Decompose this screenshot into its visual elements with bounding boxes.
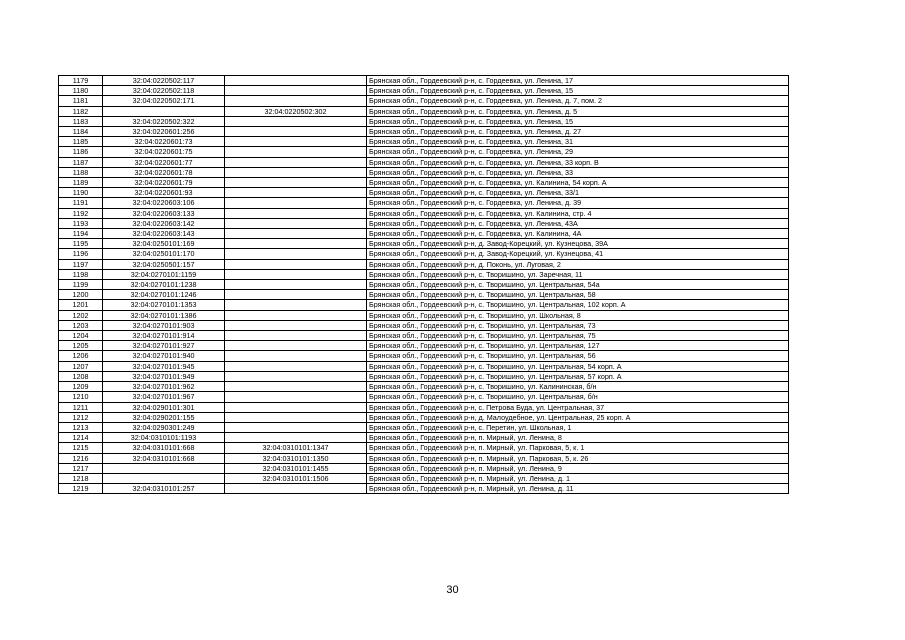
property-table	[58, 75, 789, 494]
address-cell: Брянская обл., Гордеевский р-н, п. Мирный, ул. Парковая, 5, к. 1	[367, 443, 789, 453]
table-row	[59, 106, 789, 116]
premises-cadastral-number-cell	[225, 433, 367, 443]
cadastral-number-cell: 32:04:0270101:927	[103, 341, 225, 351]
premises-cadastral-number-cell	[225, 290, 367, 300]
address-cell: Брянская обл., Гордеевский р-н, с. Гордеевка, ул. Ленина, д. 39	[367, 198, 789, 208]
address-cell: Брянская обл., Гордеевский р-н, с. Творишино, ул. Центральная, 54 корп. А	[367, 361, 789, 371]
cadastral-number-cell: 32:04:0220502:171	[103, 96, 225, 106]
cadastral-number-cell: 32:04:0270101:1246	[103, 290, 225, 300]
address-cell: Брянская обл., Гордеевский р-н, п. Мирный, ул. Ленина, д. 11	[367, 484, 789, 494]
cadastral-number-cell: 32:04:0310101:1193	[103, 433, 225, 443]
row-number-cell: 1198	[59, 269, 103, 279]
row-number-cell: 1200	[59, 290, 103, 300]
cadastral-number-cell: 32:04:0290301:249	[103, 422, 225, 432]
address-cell: Брянская обл., Гордеевский р-н, с. Гордеевка, ул. Калинина, стр. 4	[367, 208, 789, 218]
row-number-cell: 1183	[59, 116, 103, 126]
table-row	[59, 218, 789, 228]
row-number-cell: 1213	[59, 422, 103, 432]
row-number-cell: 1195	[59, 239, 103, 249]
row-number-cell: 1215	[59, 443, 103, 453]
row-number-cell: 1189	[59, 178, 103, 188]
cadastral-number-cell: 32:04:0220502:322	[103, 116, 225, 126]
premises-cadastral-number-cell	[225, 280, 367, 290]
row-number-cell: 1216	[59, 453, 103, 463]
premises-cadastral-number-cell	[225, 188, 367, 198]
address-cell: Брянская обл., Гордеевский р-н, с. Петрова Буда, ул. Центральная, 37	[367, 402, 789, 412]
row-number-cell: 1209	[59, 382, 103, 392]
table-row	[59, 484, 789, 494]
table-row	[59, 392, 789, 402]
table-row	[59, 341, 789, 351]
address-cell: Брянская обл., Гордеевский р-н, п. Мирный, ул. Ленина, д. 1	[367, 473, 789, 483]
address-cell: Брянская обл., Гордеевский р-н, с. Гордеевка, ул. Ленина, 29	[367, 147, 789, 157]
cadastral-number-cell: 32:04:0310101:668	[103, 443, 225, 453]
premises-cadastral-number-cell	[225, 422, 367, 432]
table-row	[59, 198, 789, 208]
premises-cadastral-number-cell	[225, 167, 367, 177]
cadastral-number-cell: 32:04:0250101:170	[103, 249, 225, 259]
table-row	[59, 249, 789, 259]
table-row	[59, 453, 789, 463]
premises-cadastral-number-cell: 32:04:0310101:1506	[225, 473, 367, 483]
cadastral-number-cell: 32:04:0220502:118	[103, 86, 225, 96]
address-cell: Брянская обл., Гордеевский р-н, с. Гордеевка, ул. Ленина, д. 27	[367, 127, 789, 137]
table-row	[59, 157, 789, 167]
row-number-cell: 1210	[59, 392, 103, 402]
address-cell: Брянская обл., Гордеевский р-н, с. Гордеевка, ул. Ленина, 43А	[367, 218, 789, 228]
address-cell: Брянская обл., Гордеевский р-н, с. Гордеевка, ул. Ленина, 33/1	[367, 188, 789, 198]
row-number-cell: 1190	[59, 188, 103, 198]
premises-cadastral-number-cell: 32:04:0310101:1347	[225, 443, 367, 453]
row-number-cell: 1197	[59, 259, 103, 269]
table-row	[59, 422, 789, 432]
address-cell: Брянская обл., Гордеевский р-н, с. Творишино, ул. Центральная, 58	[367, 290, 789, 300]
row-number-cell: 1186	[59, 147, 103, 157]
table-body	[59, 76, 789, 494]
cadastral-number-cell: 32:04:0250101:169	[103, 239, 225, 249]
cadastral-number-cell: 32:04:0220601:75	[103, 147, 225, 157]
premises-cadastral-number-cell	[225, 361, 367, 371]
address-cell: Брянская обл., Гордеевский р-н, с. Гордеевка, ул. Ленина, 33 корп. В	[367, 157, 789, 167]
row-number-cell: 1188	[59, 167, 103, 177]
premises-cadastral-number-cell: 32:04:0310101:1350	[225, 453, 367, 463]
address-cell: Брянская обл., Гордеевский р-н, с. Гордеевка, ул. Калинина, 4А	[367, 229, 789, 239]
address-cell: Брянская обл., Гордеевский р-н, с. Творишино, ул. Центральная, 127	[367, 341, 789, 351]
address-cell: Брянская обл., Гордеевский р-н, с. Творишино, ул. Центральная, 56	[367, 351, 789, 361]
premises-cadastral-number-cell	[225, 137, 367, 147]
premises-cadastral-number-cell	[225, 86, 367, 96]
table-row	[59, 382, 789, 392]
row-number-cell: 1212	[59, 412, 103, 422]
cadastral-number-cell: 32:04:0220603:142	[103, 218, 225, 228]
address-cell: Брянская обл., Гордеевский р-н, с. Творишино, ул. Центральная, 73	[367, 320, 789, 330]
address-cell: Брянская обл., Гордеевский р-н, с. Гордеевка, ул. Ленина, д. 7, пом. 2	[367, 96, 789, 106]
address-cell: Брянская обл., Гордеевский р-н, д. Малоудебное, ул. Центральная, 25 корп. А	[367, 412, 789, 422]
premises-cadastral-number-cell	[225, 320, 367, 330]
cadastral-number-cell: 32:04:0220601:256	[103, 127, 225, 137]
table-row	[59, 116, 789, 126]
table-row	[59, 178, 789, 188]
table-row	[59, 188, 789, 198]
row-number-cell: 1205	[59, 341, 103, 351]
cadastral-number-cell: 32:04:0220601:73	[103, 137, 225, 147]
row-number-cell: 1196	[59, 249, 103, 259]
cadastral-number-cell: 32:04:0270101:940	[103, 351, 225, 361]
table-row	[59, 473, 789, 483]
cadastral-number-cell: 32:04:0220601:79	[103, 178, 225, 188]
table-row	[59, 463, 789, 473]
address-cell: Брянская обл., Гордеевский р-н, с. Гордеевка, ул. Ленина, 17	[367, 76, 789, 86]
table-row	[59, 290, 789, 300]
address-cell: Брянская обл., Гордеевский р-н, п. Мирный, ул. Ленина, 8	[367, 433, 789, 443]
premises-cadastral-number-cell	[225, 269, 367, 279]
premises-cadastral-number-cell	[225, 392, 367, 402]
row-number-cell: 1187	[59, 157, 103, 167]
premises-cadastral-number-cell	[225, 249, 367, 259]
cadastral-number-cell: 32:04:0220601:93	[103, 188, 225, 198]
cadastral-number-cell: 32:04:0270101:914	[103, 331, 225, 341]
address-cell: Брянская обл., Гордеевский р-н, с. Творишино, ул. Заречная, 11	[367, 269, 789, 279]
address-cell: Брянская обл., Гордеевский р-н, с. Творишино, ул. Центральная, 54а	[367, 280, 789, 290]
table-row	[59, 402, 789, 412]
address-cell: Брянская обл., Гордеевский р-н, с. Творишино, ул. Калининская, б/н	[367, 382, 789, 392]
cadastral-number-cell: 32:04:0270101:949	[103, 371, 225, 381]
row-number-cell: 1211	[59, 402, 103, 412]
cadastral-number-cell: 32:04:0310101:668	[103, 453, 225, 463]
cadastral-number-cell: 32:04:0250501:157	[103, 259, 225, 269]
row-number-cell: 1217	[59, 463, 103, 473]
table-row	[59, 269, 789, 279]
premises-cadastral-number-cell	[225, 178, 367, 188]
table-row	[59, 300, 789, 310]
address-cell: Брянская обл., Гордеевский р-н, д. Завод-Корецкий, ул. Кузнецова, 39А	[367, 239, 789, 249]
cadastral-number-cell: 32:04:0290101:301	[103, 402, 225, 412]
premises-cadastral-number-cell	[225, 259, 367, 269]
premises-cadastral-number-cell	[225, 127, 367, 137]
row-number-cell: 1182	[59, 106, 103, 116]
premises-cadastral-number-cell	[225, 116, 367, 126]
premises-cadastral-number-cell: 32:04:0220502:302	[225, 106, 367, 116]
table-row	[59, 443, 789, 453]
table-row	[59, 320, 789, 330]
table-row	[59, 239, 789, 249]
table-row	[59, 167, 789, 177]
table-row	[59, 361, 789, 371]
table-row	[59, 259, 789, 269]
row-number-cell: 1208	[59, 371, 103, 381]
cadastral-number-cell: 32:04:0310101:257	[103, 484, 225, 494]
premises-cadastral-number-cell	[225, 229, 367, 239]
cadastral-number-cell: 32:04:0290201:155	[103, 412, 225, 422]
row-number-cell: 1202	[59, 310, 103, 320]
address-cell: Брянская обл., Гордеевский р-н, с. Гордеевка, ул. Калинина, 54 корп. А	[367, 178, 789, 188]
table-row	[59, 351, 789, 361]
cadastral-number-cell	[103, 473, 225, 483]
address-cell: Брянская обл., Гордеевский р-н, с. Гордеевка, ул. Ленина, д. 5	[367, 106, 789, 116]
cadastral-number-cell: 32:04:0220601:78	[103, 167, 225, 177]
table-row	[59, 229, 789, 239]
table-row	[59, 208, 789, 218]
table-row	[59, 127, 789, 137]
cadastral-number-cell: 32:04:0270101:1386	[103, 310, 225, 320]
row-number-cell: 1219	[59, 484, 103, 494]
cadastral-number-cell: 32:04:0270101:1238	[103, 280, 225, 290]
premises-cadastral-number-cell	[225, 351, 367, 361]
row-number-cell: 1199	[59, 280, 103, 290]
row-number-cell: 1184	[59, 127, 103, 137]
premises-cadastral-number-cell	[225, 402, 367, 412]
cadastral-number-cell: 32:04:0270101:967	[103, 392, 225, 402]
cadastral-number-cell: 32:04:0220603:133	[103, 208, 225, 218]
table-row	[59, 86, 789, 96]
address-cell: Брянская обл., Гордеевский р-н, с. Творишино, ул. Центральная, б/н	[367, 392, 789, 402]
premises-cadastral-number-cell	[225, 341, 367, 351]
table-row	[59, 433, 789, 443]
premises-cadastral-number-cell	[225, 310, 367, 320]
address-cell: Брянская обл., Гордеевский р-н, с. Гордеевка, ул. Ленина, 15	[367, 116, 789, 126]
row-number-cell: 1204	[59, 331, 103, 341]
row-number-cell: 1191	[59, 198, 103, 208]
page-number: 30	[446, 584, 459, 596]
cadastral-number-cell: 32:04:0270101:1353	[103, 300, 225, 310]
address-cell: Брянская обл., Гордеевский р-н, с. Творишино, ул. Центральная, 102 корп. А	[367, 300, 789, 310]
table-row	[59, 76, 789, 86]
address-cell: Брянская обл., Гордеевский р-н, д. Поконь, ул. Луговая, 2	[367, 259, 789, 269]
table-row	[59, 371, 789, 381]
row-number-cell: 1181	[59, 96, 103, 106]
cadastral-number-cell: 32:04:0220603:106	[103, 198, 225, 208]
cadastral-number-cell: 32:04:0270101:1159	[103, 269, 225, 279]
cadastral-number-cell: 32:04:0220603:143	[103, 229, 225, 239]
address-cell: Брянская обл., Гордеевский р-н, с. Творишино, ул. Центральная, 75	[367, 331, 789, 341]
premises-cadastral-number-cell	[225, 300, 367, 310]
premises-cadastral-number-cell	[225, 412, 367, 422]
premises-cadastral-number-cell: 32:04:0310101:1455	[225, 463, 367, 473]
cadastral-number-cell	[103, 106, 225, 116]
address-cell: Брянская обл., Гордеевский р-н, п. Мирный, ул. Ленина, 9	[367, 463, 789, 473]
address-cell: Брянская обл., Гордеевский р-н, с. Творишино, ул. Школьная, 8	[367, 310, 789, 320]
premises-cadastral-number-cell	[225, 331, 367, 341]
cadastral-number-cell	[103, 463, 225, 473]
row-number-cell: 1203	[59, 320, 103, 330]
premises-cadastral-number-cell	[225, 76, 367, 86]
cadastral-number-cell: 32:04:0270101:903	[103, 320, 225, 330]
address-cell: Брянская обл., Гордеевский р-н, д. Завод-Корецкий, ул. Кузнецова, 41	[367, 249, 789, 259]
table-row	[59, 280, 789, 290]
cadastral-number-cell: 32:04:0270101:962	[103, 382, 225, 392]
address-cell: Брянская обл., Гордеевский р-н, п. Мирный, ул. Парковая, 5, к. 26	[367, 453, 789, 463]
row-number-cell: 1207	[59, 361, 103, 371]
row-number-cell: 1194	[59, 229, 103, 239]
premises-cadastral-number-cell	[225, 371, 367, 381]
cadastral-number-cell: 32:04:0220502:117	[103, 76, 225, 86]
premises-cadastral-number-cell	[225, 208, 367, 218]
table-row	[59, 147, 789, 157]
row-number-cell: 1180	[59, 86, 103, 96]
premises-cadastral-number-cell	[225, 239, 367, 249]
address-cell: Брянская обл., Гордеевский р-н, с. Гордеевка, ул. Ленина, 33	[367, 167, 789, 177]
address-cell: Брянская обл., Гордеевский р-н, с. Гордеевка, ул. Ленина, 15	[367, 86, 789, 96]
premises-cadastral-number-cell	[225, 96, 367, 106]
row-number-cell: 1185	[59, 137, 103, 147]
premises-cadastral-number-cell	[225, 147, 367, 157]
table-row	[59, 331, 789, 341]
table-row	[59, 412, 789, 422]
cadastral-number-cell: 32:04:0220601:77	[103, 157, 225, 167]
row-number-cell: 1193	[59, 218, 103, 228]
row-number-cell: 1192	[59, 208, 103, 218]
table-row	[59, 96, 789, 106]
table-row	[59, 310, 789, 320]
row-number-cell: 1206	[59, 351, 103, 361]
table-row	[59, 137, 789, 147]
premises-cadastral-number-cell	[225, 198, 367, 208]
address-cell: Брянская обл., Гордеевский р-н, с. Перетин, ул. Школьная, 1	[367, 422, 789, 432]
premises-cadastral-number-cell	[225, 382, 367, 392]
premises-cadastral-number-cell	[225, 157, 367, 167]
address-cell: Брянская обл., Гордеевский р-н, с. Творишино, ул. Центральная, 57 корп. А	[367, 371, 789, 381]
row-number-cell: 1179	[59, 76, 103, 86]
row-number-cell: 1201	[59, 300, 103, 310]
premises-cadastral-number-cell	[225, 484, 367, 494]
row-number-cell: 1218	[59, 473, 103, 483]
cadastral-number-cell: 32:04:0270101:945	[103, 361, 225, 371]
premises-cadastral-number-cell	[225, 218, 367, 228]
row-number-cell: 1214	[59, 433, 103, 443]
address-cell: Брянская обл., Гордеевский р-н, с. Гордеевка, ул. Ленина, 31	[367, 137, 789, 147]
